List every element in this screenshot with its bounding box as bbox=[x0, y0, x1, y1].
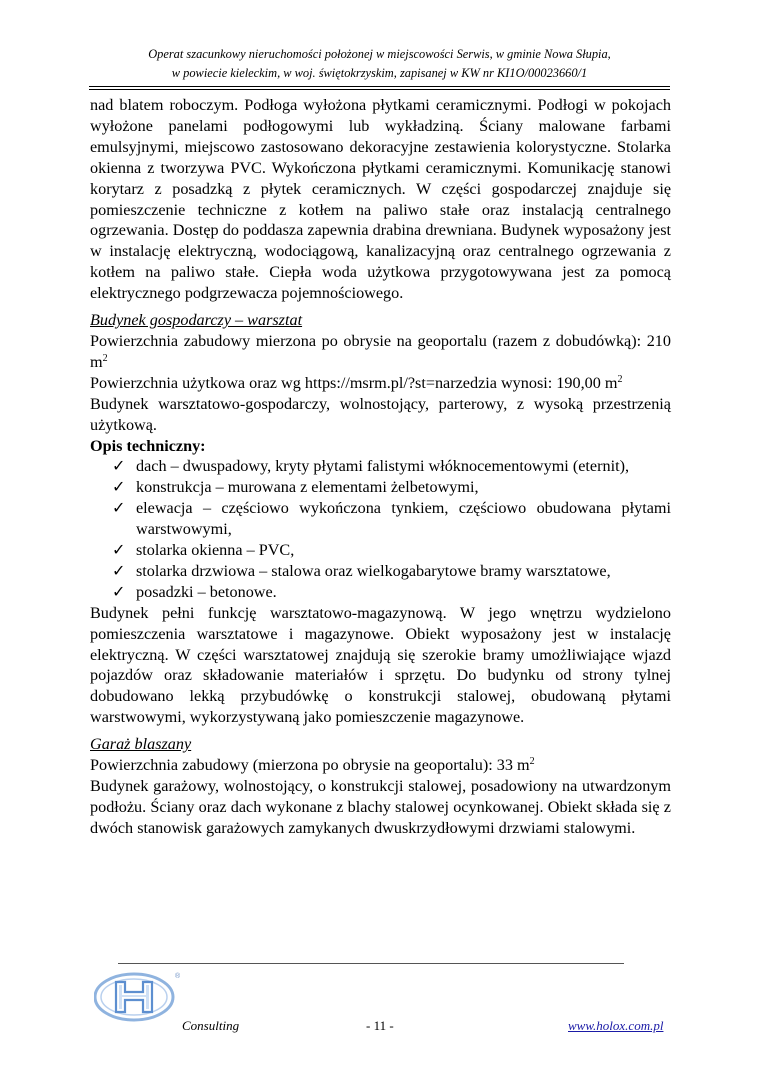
registered-mark: ® bbox=[175, 973, 180, 980]
garaz-area-sup: 2 bbox=[529, 756, 535, 768]
list-item bbox=[90, 540, 671, 561]
footer-website-link[interactable]: www.holox.com.pl bbox=[568, 1018, 664, 1033]
list-item-text: posadzki – betonowe. bbox=[136, 582, 277, 601]
warsztat-usable-sup: 2 bbox=[617, 373, 623, 385]
header-line-1: Operat szacunkowy nieruchomości położonej w miejscowości Serwis, w gminie Nowa Słupia, bbox=[148, 47, 611, 61]
checkmark-icon: ✓ bbox=[112, 478, 126, 497]
list-item bbox=[90, 561, 671, 582]
garaz-heading: Garaż blaszany bbox=[90, 735, 192, 754]
checkmark-icon: ✓ bbox=[112, 561, 126, 580]
warsztat-heading: Budynek gospodarczy – warsztat bbox=[90, 311, 303, 330]
list-item-text: elewacja – częściowo wykończona tynkiem, częściowo obudowana płytami warstwowymi, bbox=[136, 499, 671, 539]
list-item bbox=[90, 477, 671, 498]
intro-paragraph: nad blatem roboczym. Podłoga wyłożona płytkami ceramicznymi. Podłogi w pokojach wyłożone panelami podłogowymi lub wykładziną. Ściany malowane farbami emulsyjnymi, miejscowo zastosowano dekoracyjne zestawienia kolorystyczne. Stolarka okienna z tworzywa PVC. Wykończona płytkami ceramicznymi. Komunikację stanowi korytarz z posadzką z płytek ceramicznych. W części gospodarczej znajduje się pomieszczenie techniczne z kotłem na paliwo stałe oraz instalacją centralnego ogrzewania. Dostęp do poddasza zapewnia drabina drewniana. Budynek wyposażony jest w instalację elektryczną, wodociągową, kanalizacyjną oraz centralnego ogrzewania z kotłem na paliwo stałe. Ciepła woda użytkowa przygotowywana jest za pomocą elektrycznego podgrzewacza pojemnościowego. bbox=[90, 96, 671, 303]
page-number: - 11 - bbox=[366, 1018, 394, 1033]
warsztat-usable-text: Powierzchnia użytkowa oraz wg https://msrm.pl/?st=narzedzia wynosi: 190,00 m bbox=[90, 373, 618, 392]
list-item-text: stolarka okienna – PVC, bbox=[136, 541, 295, 560]
garaz-area bbox=[90, 755, 671, 776]
header-rule-top bbox=[89, 86, 670, 87]
opis-techniczny-label: Opis techniczny: bbox=[90, 436, 206, 455]
holox-logo bbox=[94, 970, 180, 1022]
warsztat-area-text: Powierzchnia zabudowy mierzona po obrysie na geoportalu (razem z dobudówką): 210 m bbox=[90, 331, 671, 371]
list-item bbox=[90, 498, 671, 540]
checkmark-icon: ✓ bbox=[112, 499, 126, 518]
list-item-text: dach – dwuspadowy, kryty płytami falistymi włóknocementowymi (eternit), bbox=[136, 457, 630, 476]
list-item-text: konstrukcja – murowana z elementami żelbetowymi, bbox=[136, 478, 479, 497]
checkmark-icon: ✓ bbox=[112, 582, 126, 601]
checkmark-icon: ✓ bbox=[112, 457, 126, 476]
garaz-description: Budynek garażowy, wolnostojący, o konstrukcji stalowej, posadowiony na utwardzonym podłożu. Ściany oraz dach wykonane z blachy stalowej ocynkowanej. Obiekt składa się z dwóch stanowisk garażowych zamykanych dwuskrzydłowymi drzwiami stalowymi. bbox=[90, 777, 671, 837]
page-content bbox=[90, 95, 671, 839]
warsztat-usable bbox=[90, 373, 671, 394]
list-item-text: stolarka drzwiowa – stalowa oraz wielkogabarytowe bramy warsztatowe, bbox=[136, 561, 611, 580]
footer-rule bbox=[118, 963, 624, 964]
document-header bbox=[88, 45, 671, 83]
warsztat-description: Budynek warsztatowo-gospodarczy, wolnostojący, parterowy, z wysoką przestrzenią użytkową. bbox=[90, 394, 671, 434]
footer-consulting: Consulting bbox=[182, 1018, 240, 1033]
header-line-2: w powiecie kieleckim, w woj. świętokrzyskim, zapisanej w KW nr KI1O/00023660/1 bbox=[171, 66, 588, 80]
checkmark-icon: ✓ bbox=[112, 541, 126, 560]
garaz-area-text: Powierzchnia zabudowy (mierzona po obrysie na geoportalu): 33 m bbox=[90, 756, 530, 775]
warsztat-function-paragraph: Budynek pełni funkcję warsztatowo-magazynową. W jego wnętrzu wydzielono pomieszczenia warsztatowe i magazynowe. Obiekt wyposażony jest w instalację elektryczną. W części warsztatowej znajdują się szerokie bramy umożliwiające wjazd pojazdów oraz składowanie materiałów i sprzętu. Do budynku od strony tylnej dobudowano lekką przybudówkę o konstrukcji stalowej, obudowaną płytami warstwowymi, wykorzystywaną jako pomieszczenie magazynowe. bbox=[90, 603, 671, 727]
warsztat-area-sup: 2 bbox=[102, 352, 108, 364]
technical-list bbox=[90, 456, 671, 602]
header-rule-bottom bbox=[89, 89, 670, 90]
list-item bbox=[90, 456, 671, 477]
warsztat-area bbox=[90, 331, 671, 373]
list-item bbox=[90, 582, 671, 603]
